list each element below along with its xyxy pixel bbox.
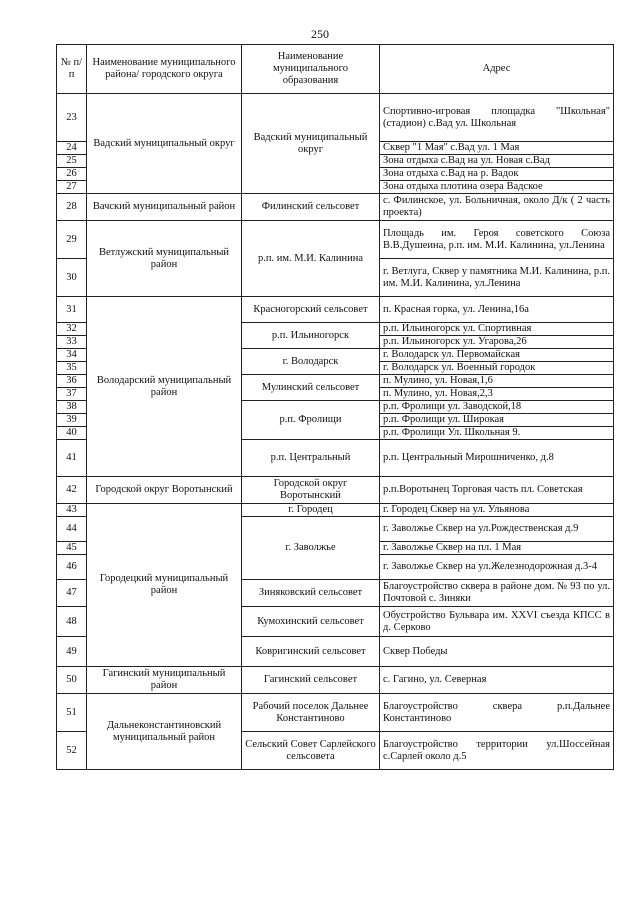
address-cell: г. Володарск ул. Первомайская bbox=[380, 349, 614, 362]
municipality-cell: р.п. им. М.И. Калинина bbox=[242, 221, 380, 297]
address-cell: р.п. Фролищи ул. Широкая bbox=[380, 414, 614, 427]
address-cell: п. Красная горка, ул. Ленина,16а bbox=[380, 297, 614, 323]
district-cell: Городской округ Воротынский bbox=[87, 477, 242, 504]
row-number: 45 bbox=[57, 542, 87, 555]
table-row bbox=[57, 477, 614, 504]
municipality-cell: Красногорский сельсовет bbox=[242, 297, 380, 323]
address-cell: Благоустройство сквера р.п.Дальнее Константиново bbox=[380, 694, 614, 732]
row-number: 23 bbox=[57, 94, 87, 142]
municipality-cell: Мулинский сельсовет bbox=[242, 375, 380, 401]
address-cell: г. Ветлуга, Сквер у памятника М.И. Калинина, р.п. им. М.И. Калинина, ул.Ленина bbox=[380, 259, 614, 297]
address-cell: Обустройство Бульвара им. XXVI съезда КПСС в д. Серково bbox=[380, 607, 614, 637]
header-municipality: Наименование муниципального образования bbox=[242, 45, 380, 94]
address-cell: г. Володарск ул. Военный городок bbox=[380, 362, 614, 375]
header-row bbox=[57, 45, 614, 94]
row-number: 32 bbox=[57, 323, 87, 336]
address-cell: р.п. Ильиногорск ул. Угарова,26 bbox=[380, 336, 614, 349]
row-number: 51 bbox=[57, 694, 87, 732]
row-number: 28 bbox=[57, 194, 87, 221]
row-number: 25 bbox=[57, 155, 87, 168]
address-cell: р.п. Ильиногорск ул. Спортивная bbox=[380, 323, 614, 336]
municipality-cell: Сельский Совет Сарлейского сельсовета bbox=[242, 732, 380, 770]
municipality-cell: Филинский сельсовет bbox=[242, 194, 380, 221]
row-number: 39 bbox=[57, 414, 87, 427]
address-cell: р.п. Фролищи ул. Заводской,18 bbox=[380, 401, 614, 414]
district-cell: Вачский муниципальный район bbox=[87, 194, 242, 221]
row-number: 47 bbox=[57, 580, 87, 607]
municipality-cell: Рабочий поселок Дальнее Константиново bbox=[242, 694, 380, 732]
address-cell: г. Заволжье Сквер на ул.Железнодорожная д.3-4 bbox=[380, 555, 614, 580]
row-number: 30 bbox=[57, 259, 87, 297]
address-cell: Площадь им. Героя советского Союза В.В.Душеина, р.п. им. М.И. Калинина, ул.Ленина bbox=[380, 221, 614, 259]
header-district: Наименование муниципального района/ городского округа bbox=[87, 45, 242, 94]
address-cell: Зона отдыха с.Вад на ул. Новая с.Вад bbox=[380, 155, 614, 168]
address-cell: с. Филинское, ул. Больничная, около Д/к ( 2 часть проекта) bbox=[380, 194, 614, 221]
address-cell: с. Гагино, ул. Северная bbox=[380, 667, 614, 694]
municipality-cell: Гагинский сельсовет bbox=[242, 667, 380, 694]
row-number: 48 bbox=[57, 607, 87, 637]
municipality-cell: р.п. Центральный bbox=[242, 440, 380, 477]
municipality-cell: р.п. Фролищи bbox=[242, 401, 380, 440]
address-cell: Сквер "1 Мая" с.Вад ул. 1 Мая bbox=[380, 142, 614, 155]
address-cell: р.п. Центральный Мирошниченко, д.8 bbox=[380, 440, 614, 477]
address-cell: г. Заволжье Сквер на ул.Рождественская д.9 bbox=[380, 517, 614, 542]
district-cell: Дальнеконстантиновский муниципальный район bbox=[87, 694, 242, 770]
row-number: 40 bbox=[57, 427, 87, 440]
table-row bbox=[57, 694, 614, 732]
header-num: № п/п bbox=[57, 45, 87, 94]
row-number: 24 bbox=[57, 142, 87, 155]
address-cell: п. Мулино, ул. Новая,2,3 bbox=[380, 388, 614, 401]
table-row bbox=[57, 221, 614, 259]
row-number: 50 bbox=[57, 667, 87, 694]
municipality-cell: Ковригинский сельсовет bbox=[242, 637, 380, 667]
table-row bbox=[57, 297, 614, 323]
row-number: 27 bbox=[57, 181, 87, 194]
district-cell: Гагинский муниципальный район bbox=[87, 667, 242, 694]
row-number: 49 bbox=[57, 637, 87, 667]
address-cell: Зона отдыха с.Вад на р. Вадок bbox=[380, 168, 614, 181]
district-cell: Вадский муниципальный округ bbox=[87, 94, 242, 194]
row-number: 34 bbox=[57, 349, 87, 362]
municipality-cell: Зиняковский сельсовет bbox=[242, 580, 380, 607]
address-cell: г. Заволжье Сквер на пл. 1 Мая bbox=[380, 542, 614, 555]
registry-table bbox=[56, 44, 614, 770]
municipality-cell: р.п. Ильиногорск bbox=[242, 323, 380, 349]
municipality-cell: Городской округ Воротынский bbox=[242, 477, 380, 504]
district-cell: Городецкий муниципальный район bbox=[87, 504, 242, 667]
address-cell: Спортивно-игровая площадка "Школьная" (стадион) с.Вад ул. Школьная bbox=[380, 94, 614, 142]
table-row bbox=[57, 504, 614, 517]
table-row bbox=[57, 194, 614, 221]
municipality-cell: Кумохинский сельсовет bbox=[242, 607, 380, 637]
address-cell: р.п.Воротынец Торговая часть пл. Советская bbox=[380, 477, 614, 504]
header-address: Адрес bbox=[380, 45, 614, 94]
district-cell: Володарский муниципальный район bbox=[87, 297, 242, 477]
row-number: 37 bbox=[57, 388, 87, 401]
row-number: 41 bbox=[57, 440, 87, 477]
row-number: 38 bbox=[57, 401, 87, 414]
address-cell: Сквер Победы bbox=[380, 637, 614, 667]
row-number: 33 bbox=[57, 336, 87, 349]
row-number: 46 bbox=[57, 555, 87, 580]
row-number: 42 bbox=[57, 477, 87, 504]
municipality-cell: г. Володарск bbox=[242, 349, 380, 375]
address-cell: Благоустройство территории ул.Шоссейная с.Сарлей около д.5 bbox=[380, 732, 614, 770]
address-cell: п. Мулино, ул. Новая,1,6 bbox=[380, 375, 614, 388]
municipality-cell: Вадский муниципальный округ bbox=[242, 94, 380, 194]
row-number: 43 bbox=[57, 504, 87, 517]
row-number: 31 bbox=[57, 297, 87, 323]
row-number: 35 bbox=[57, 362, 87, 375]
table-row bbox=[57, 94, 614, 142]
page-number: 250 bbox=[311, 27, 329, 41]
row-number: 36 bbox=[57, 375, 87, 388]
address-cell: Зона отдыха плотина озера Вадское bbox=[380, 181, 614, 194]
row-number: 26 bbox=[57, 168, 87, 181]
row-number: 52 bbox=[57, 732, 87, 770]
address-cell: р.п. Фролищи Ул. Школьная 9. bbox=[380, 427, 614, 440]
table-row bbox=[57, 667, 614, 694]
municipality-cell: г. Заволжье bbox=[242, 517, 380, 580]
address-cell: г. Городец Сквер на ул. Ульянова bbox=[380, 504, 614, 517]
row-number: 29 bbox=[57, 221, 87, 259]
address-cell: Благоустройство сквера в районе дом. № 93 по ул. Почтовой с. Зиняки bbox=[380, 580, 614, 607]
municipality-cell: г. Городец bbox=[242, 504, 380, 517]
district-cell: Ветлужский муниципальный район bbox=[87, 221, 242, 297]
row-number: 44 bbox=[57, 517, 87, 542]
